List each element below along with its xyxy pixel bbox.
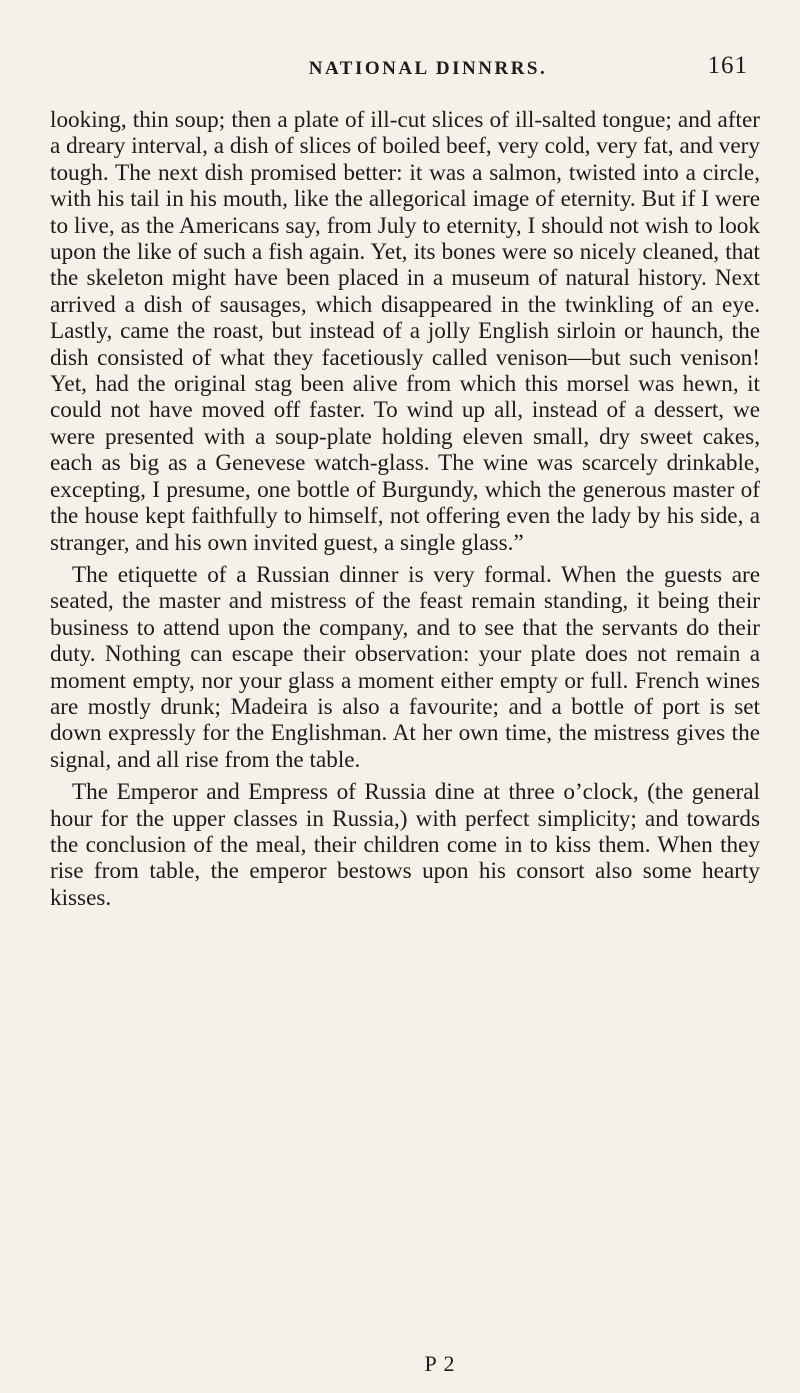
body-text: [50, 107, 760, 911]
running-title: NATIONAL DINNRRS.: [308, 58, 548, 79]
running-head: [0, 52, 800, 86]
page-number: 161: [707, 52, 748, 79]
signature-mark: P 2: [424, 1351, 456, 1376]
paragraph-continued: looking, thin soup; then a plate of ill-cut slices of ill-salted tongue; and after a dreary interval, a dish of slices of boiled beef, very cold, very fat, and very tough. The next dish promised better: it was a salmon, twisted into a circle, with his tail in his mouth, like the allegorical image of eternity. But if I were to live, as the Americans say, from July to eternity, I should not wish to look upon the like of such a fish again. Yet, its bones were so nicely cleaned, that the skeleton might have been placed in a museum of natural history. Next arrived a dish of sausages, which disappeared in the twinkling of an eye. Lastly, came the roast, but instead of a jolly English sirloin or haunch, the dish consisted of what they facetiously called venison—but such venison! Yet, had the original stag been alive from which this morsel was hewn, it could not have moved off faster. To wind up all, instead of a dessert, we were presented with a soup-plate holding eleven small, dry sweet cakes, each as big as a Genevese watch-glass. The wine was scarcely drinkable, excepting, I presume, one bottle of Burgundy, which the generous master of the house kept faithfully to himself, not offering even the lady by his side, a stranger, and his own invited guest, a single glass.”: [50, 107, 760, 556]
paragraph-etiquette: The etiquette of a Russian dinner is very formal. When the guests are seated, the master and mistress of the feast remain standing, it being their business to attend upon the company, and to see that the servants do their duty. Nothing can escape their observation: your plate does not remain a moment empty, nor your glass a moment either empty or full. French wines are mostly drunk; Madeira is also a favourite; and a bottle of port is set down expressly for the Englishman. At her own time, the mistress gives the signal, and all rise from the table.: [50, 561, 760, 773]
paragraph-emperor: The Emperor and Empress of Russia dine at three o’clock, (the general hour for the upper classes in Russia,) with perfect simplicity; and towards the conclusion of the meal, their children come in to kiss them. When they rise from table, the emperor bestows upon his consort also some hearty kisses.: [50, 779, 760, 911]
